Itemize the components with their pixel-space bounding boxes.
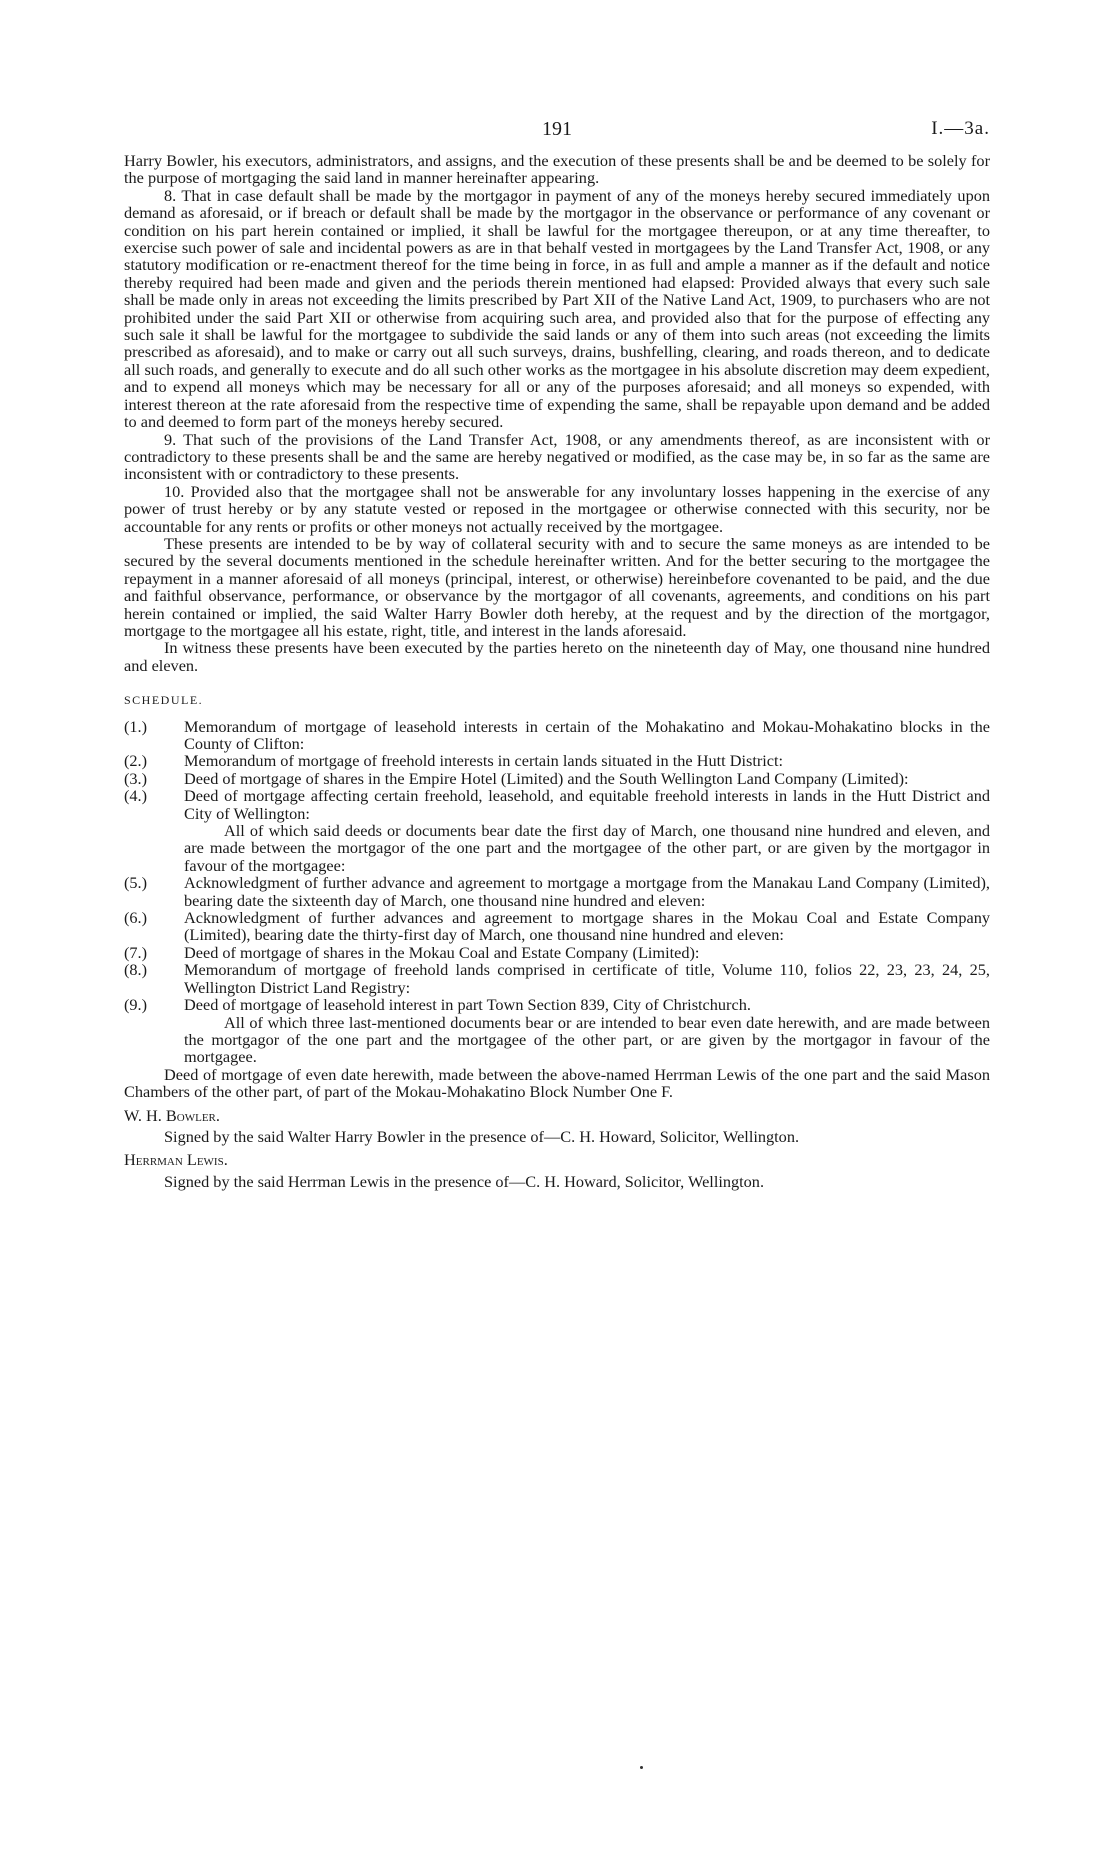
signature-name: W. H. Bowler. bbox=[124, 1105, 220, 1125]
signature-name: Herrman Lewis. bbox=[124, 1150, 228, 1170]
paragraph-continuation: Harry Bowler, his executors, administrators, and assigns, and the execution of these presents shall be and be deemed to be solely for the purpose of mortgaging the said land in manner hereinafter appearing. bbox=[124, 151, 990, 188]
schedule-item-number: (8.) bbox=[124, 960, 148, 980]
clause-8: 8. That in case default shall be made by the mortgagor in payment of any of the moneys hereby secured immediately upon demand as aforesaid, or if breach or default shall be made by the mortgagor in the observance or performance of any covenant or condition on his part herein contained or implied, it shall be lawful for the mortgagee thereupon, or at any time thereafter, to exercise such power of sale and incidental powers as are in that behalf vested in mortgagees by the Land Transfer Act, 1908, or any statutory modification or re-enactment thereof for the time being in force, in as full and ample a manner as if the default and notice thereby required had been made and given and the periods therein mentioned had elapsed: Provided always that every such sale shall be made only in areas not exceeding the limits prescribed by Part XII of the Native Land Act, 1909, to purchasers who are not prohibited under the said Part XII or otherwise from acquiring such area, and provided also that for the purpose of effecting any such sale it shall be lawful for the mortgagee to subdivide the said lands or any of them into such areas (not exceeding the limits prescribed as aforesaid), and to make or carry out all such surveys, drains, bushfelling, clearing, and roads thereon, and to dedicate all such roads, and generally to execute and do all such other works as the mortgagee in his absolute discretion may deem expedient, and to expend all moneys which may be necessary for all or any of the purposes aforesaid; and all moneys so expended, with interest thereon at the rate aforesaid from the respective time of expending the same, shall be repayable upon demand and be added to and deemed to form part of the moneys hereby secured. bbox=[124, 185, 990, 432]
schedule-item-number: (1.) bbox=[124, 716, 148, 736]
schedule-note: All of which said deeds or documents bear date the first day of March, one thousand nine hundred and eleven, and are made between the mortgagor of the one part and the mortgagee of the other part, or are given by the mortgagor in favour of the mortgagee: bbox=[184, 821, 990, 875]
collateral-paragraph: These presents are intended to be by way of collateral security with and to secure the same moneys as are intended to be secured by the several documents mentioned in the schedule hereinafter written. And for the better securing to the mortgagee the repayment in a manner aforesaid of all moneys (principal, interest, or otherwise) hereinbefore covenanted to be paid, and the due and faithful observance, performance, or observance by the mortgagor of all covenants, agreements, and conditions on his part herein contained or implied, the said Walter Harry Bowler doth hereby, at the request and by the direction of the mortgagor, mortgage to the mortgagee all his estate, right, title, and interest in the lands aforesaid. bbox=[124, 533, 990, 640]
schedule-item-text: Deed of mortgage affecting certain freehold, leasehold, and equitable freehold interests in lands in the Hutt District and City of Wellington: bbox=[184, 786, 990, 823]
schedule-item bbox=[124, 909, 990, 944]
schedule-item-number: (2.) bbox=[124, 751, 148, 771]
schedule-item-number: (5.) bbox=[124, 873, 148, 893]
schedule-item bbox=[124, 996, 990, 1013]
schedule-item bbox=[124, 787, 990, 822]
schedule-item-number: (3.) bbox=[124, 768, 148, 788]
document-reference: I.—3a. bbox=[931, 118, 990, 139]
schedule-item bbox=[124, 770, 990, 787]
schedule-closing: Deed of mortgage of even date herewith, made between the above-named Herrman Lewis of the one part and the said Mason Chambers of the other part, of part of the Mokau-Mohakatino Block Number One F. bbox=[124, 1064, 990, 1102]
schedule-item-number: (4.) bbox=[124, 786, 148, 806]
schedule-item-text: Memorandum of mortgage of freehold interests in certain lands situated in the Hutt District: bbox=[184, 751, 784, 771]
schedule-item-text: Deed of mortgage of shares in the Empire Hotel (Limited) and the South Wellington Land Company (Limited): bbox=[184, 768, 909, 788]
scan-speck bbox=[640, 1766, 643, 1769]
clause-10: 10. Provided also that the mortgagee shall not be answerable for any involuntary losses happening in the exercise of any power of trust hereby or by any statute vested or reposed in the mortgagee or otherwise connected with this security, nor be accountable for any rents or profits or other moneys not actually received by the mortgagee. bbox=[124, 481, 990, 536]
schedule-item-number: (9.) bbox=[124, 995, 148, 1015]
schedule-title: SCHEDULE. bbox=[124, 693, 204, 708]
schedule-item bbox=[124, 944, 990, 961]
document-body bbox=[124, 152, 990, 1190]
schedule-item-text: Memorandum of mortgage of freehold lands comprised in certificate of title, Volume 110, folios 22, 23, 23, 24, 25, Wellington District Land Registry: bbox=[184, 960, 990, 997]
schedule-item bbox=[124, 961, 990, 996]
schedule-item bbox=[124, 874, 990, 909]
clause-9: 9. That such of the provisions of the Land Transfer Act, 1908, or any amendments thereof, as are inconsistent with or contradictory to these presents shall be and the same are hereby negatived or modified, as the case may be, in so far as the same are inconsistent with or contradictory to these presents. bbox=[124, 429, 990, 484]
signature-witness: Signed by the said Walter Harry Bowler in the presence of—C. H. Howard, Solicitor, Wellington. bbox=[164, 1126, 800, 1146]
schedule-item-text: Deed of mortgage of leasehold interest in part Town Section 839, City of Christchurch. bbox=[184, 995, 751, 1015]
schedule-note: All of which three last-mentioned documents bear or are intended to bear even date herewith, and are made between the mortgagor of the one part and the mortgagee of the other part, or are given by the mortgagor in favour of the mortgagee. bbox=[184, 1012, 990, 1067]
schedule-item bbox=[124, 752, 990, 769]
schedule-item-number: (6.) bbox=[124, 908, 148, 928]
schedule-item-text: Deed of mortgage of shares in the Mokau Coal and Estate Company (Limited): bbox=[184, 942, 700, 962]
schedule-item-text: Acknowledgment of further advance and agreement to mortgage a mortgage from the Manakau Land Company (Limited), bearing date the sixteenth day of March, one thousand nine hundred and eleven: bbox=[184, 873, 990, 910]
schedule-item bbox=[124, 718, 990, 753]
signature-witness: Signed by the said Herrman Lewis in the presence of—C. H. Howard, Solicitor, Wellington. bbox=[164, 1171, 765, 1191]
page-number: 191 bbox=[542, 118, 572, 140]
schedule-item-text: Memorandum of mortgage of leasehold interests in certain of the Mohakatino and Mokau-Mohakatino blocks in the County of Clifton: bbox=[184, 716, 990, 753]
schedule-item-text: Acknowledgment of further advances and agreement to mortgage shares in the Mokau Coal and Estate Company (Limited), bearing date the thirty-first day of March, one thousand nine hundred and eleven: bbox=[184, 908, 990, 945]
witness-paragraph: In witness these presents have been executed by the parties hereto on the nineteenth day of May, one thousand nine hundred and eleven. bbox=[124, 638, 990, 675]
schedule-item-number: (7.) bbox=[124, 942, 148, 962]
page-header bbox=[124, 118, 990, 144]
